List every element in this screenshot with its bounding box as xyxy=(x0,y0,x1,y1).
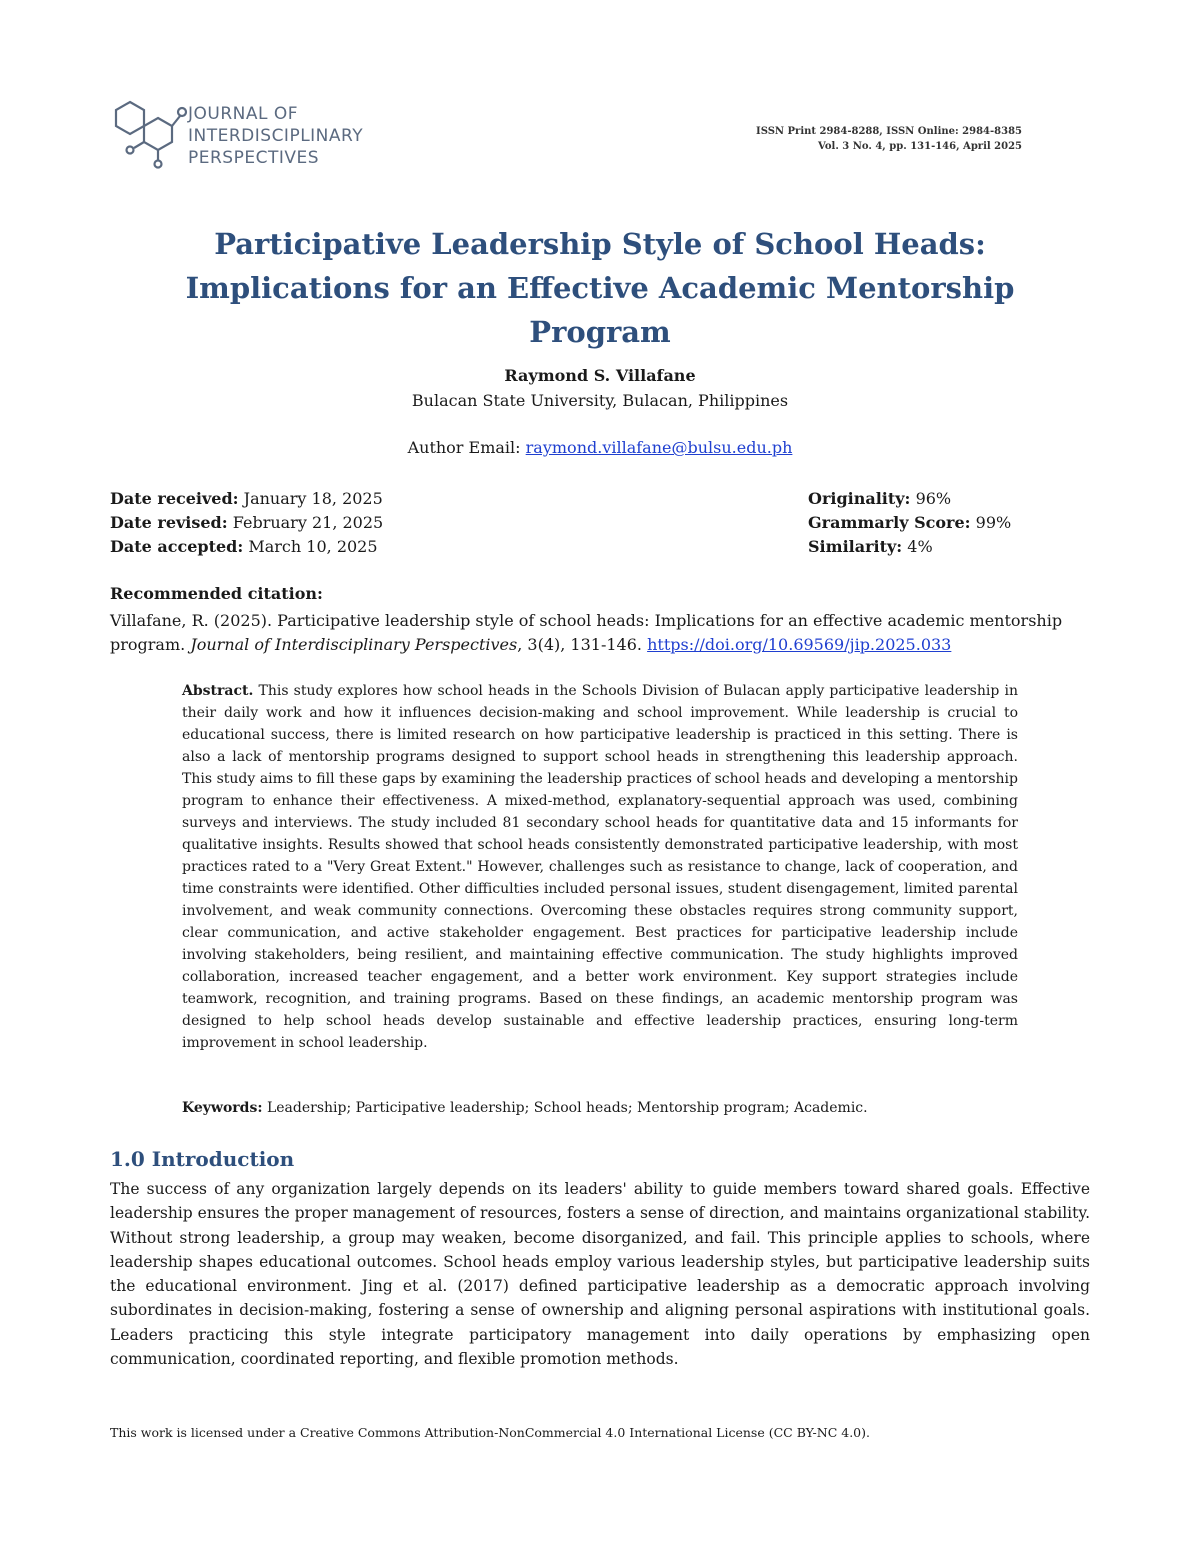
email-label: Author Email: xyxy=(407,438,521,457)
keywords xyxy=(182,1097,1018,1119)
similarity-value: 4% xyxy=(907,537,933,556)
keywords-label: Keywords: xyxy=(182,1100,263,1116)
logo-line: JOURNAL OF xyxy=(188,104,299,124)
title-line: Participative Leadership Style of School Heads: xyxy=(214,227,986,261)
citation-label: Recommended citation: xyxy=(110,584,323,603)
originality-value: 96% xyxy=(915,489,952,508)
issn-line: ISSN Print 2984-8288, ISSN Online: 2984-8385 xyxy=(756,126,1022,137)
abstract xyxy=(182,680,1018,1054)
date-received: January 18, 2025 xyxy=(243,489,383,508)
logo-line: PERSPECTIVES xyxy=(188,148,320,168)
date-accepted: March 10, 2025 xyxy=(248,537,378,556)
citation-journal: Journal of Interdisciplinary Perspectives xyxy=(190,635,518,654)
abstract-text: This study explores how school heads in the Schools Division of Bulacan apply participative leadership in their daily work and how it influences decision-making and school improvement. While leadership is crucial to educational success, there is limited research on how participative leadership is practiced in this setting. There is also a lack of mentorship programs designed to support school heads in strengthening this leadership approach. This study aims to fill these gaps by examining the leadership practices of school heads and developing a mentorship program to enhance their effectiveness. A mixed-method, explanatory-sequential approach was used, combining surveys and interviews. The study included 81 secondary school heads for quantitative data and 15 informants for qualitative insights. Results showed that school heads consistently demonstrated participative leadership, with most practices rated to a "Very Great Extent." However, challenges such as resistance to change, lack of cooperation, and time constraints were identified. Other difficulties included personal issues, student disengagement, limited parental involvement, and weak community connections. Overcoming these obstacles requires strong community support, clear communication, and active stakeholder engagement. Best practices for participative leadership include involving stakeholders, being resilient, and maintaining effective communication. The study highlights improved collaboration, increased teacher engagement, and a better work environment. Key support strategies include teamwork, recognition, and training programs. Based on these findings, an academic mentorship program was designed to help school heads develop sustainable and effective leadership practices, ensuring long-term improvement in school leadership. xyxy=(182,683,1018,1051)
journal-logo-text xyxy=(188,103,363,169)
author-email-line xyxy=(0,438,1200,457)
logo-line: INTERDISCIPLINARY xyxy=(188,126,364,146)
author-affiliation: Bulacan State University, Bulacan, Philippines xyxy=(411,391,789,410)
section-heading-introduction: 1.0 Introduction xyxy=(110,1147,295,1171)
paper-title xyxy=(100,222,1100,354)
author-email-link[interactable]: raymond.villafane@bulsu.edu.ph xyxy=(525,438,793,457)
date-revised: February 21, 2025 xyxy=(232,513,384,532)
doi-link[interactable]: https://doi.org/10.69569/jip.2025.033 xyxy=(647,635,952,654)
title-line: Implications for an Effective Academic Mentorship xyxy=(185,271,1015,305)
date-received-label: Date received: xyxy=(110,489,239,508)
citation-body: Villafane, R. (2025). Participative leadership style of school heads: Implications for an effective academic mentorship program. xyxy=(110,611,1063,654)
grammarly-label: Grammarly Score: xyxy=(808,513,971,532)
introduction-paragraph: The success of any organization largely depends on its leaders' ability to guide members toward shared goals. Effective leadership ensures the proper management of resources, fosters a sense of direction, and maintains organizational stability. Without strong leadership, a group may weaken, become disorganized, and fail. This principle applies to schools, where leadership shapes educational outcomes. School heads employ various leadership styles, but participative leadership suits the educational environment. Jing et al. (2017) defined participative leadership as a democratic approach involving subordinates in decision-making, fostering a sense of ownership and aligning personal aspirations with institutional goals. Leaders practicing this style integrate participatory management into daily operations by emphasizing open communication, coordinated reporting, and flexible promotion methods. xyxy=(110,1180,1090,1369)
scores-block xyxy=(808,487,1011,559)
grammarly-value: 99% xyxy=(975,513,1012,532)
date-accepted-label: Date accepted: xyxy=(110,537,244,556)
keywords-text: Leadership; Participative leadership; School heads; Mentorship program; Academic. xyxy=(266,1100,868,1116)
date-revised-label: Date revised: xyxy=(110,513,228,532)
similarity-label: Similarity: xyxy=(808,537,903,556)
citation-volume: , 3(4), 131-146. xyxy=(517,635,642,654)
dates-block xyxy=(110,487,383,559)
issn-block xyxy=(756,124,1022,154)
abstract-label: Abstract. xyxy=(182,683,254,699)
license-footer: This work is licensed under a Creative Commons Attribution-NonCommercial 4.0 International License (CC BY-NC 4.0). xyxy=(110,1425,870,1440)
title-line: Program xyxy=(529,315,671,349)
originality-label: Originality: xyxy=(808,489,911,508)
citation-text xyxy=(110,609,1095,657)
author-name: Raymond S. Villafane xyxy=(504,366,696,385)
volume-line: Vol. 3 No. 4, pp. 131-146, April 2025 xyxy=(818,141,1022,152)
